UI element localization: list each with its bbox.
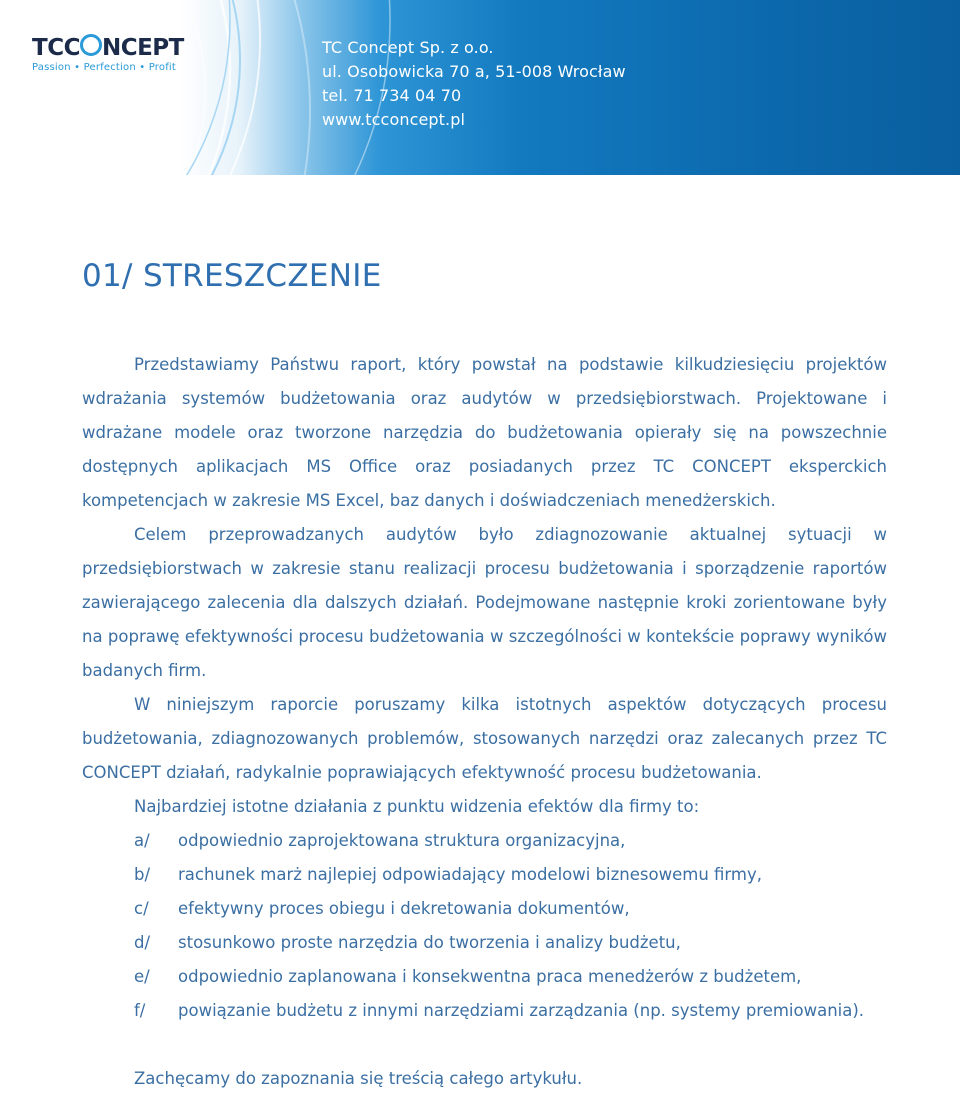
company-address: ul. Osobowicka 70 a, 51-008 Wrocław bbox=[322, 62, 626, 81]
summary-paragraph-3: W niniejszym raporcie poruszamy kilka istotnych aspektów dotyczących procesu budżetowania, zdiagnozowanych problemów, stosowanych narzędzi oraz zalecanych przez TC CONCEPT działań, radykalnie poprawiających efektywność procesu budżetowania. bbox=[82, 695, 887, 782]
list-item bbox=[82, 858, 887, 892]
list-marker: d/ bbox=[134, 933, 151, 952]
list-item-text: odpowiednio zaprojektowana struktura organizacyjna, bbox=[178, 831, 626, 850]
list-item-text: powiązanie budżetu z innymi narzędziami zarządzania (np. systemy premiowania). bbox=[178, 1001, 865, 1020]
section-title: 01/ STRESZCZENIE bbox=[82, 258, 382, 294]
logo-tagline: Passion • Perfection • Profit bbox=[32, 62, 177, 73]
page-header bbox=[0, 0, 960, 175]
list-item-text: efektywny proces obiegu i dekretowania dokumentów, bbox=[178, 899, 630, 918]
key-actions-list bbox=[82, 824, 887, 1028]
list-marker: b/ bbox=[134, 865, 151, 884]
list-item bbox=[82, 892, 887, 926]
list-item bbox=[82, 994, 887, 1028]
list-item-text: rachunek marż najlepiej odpowiadający modelowi biznesowemu firmy, bbox=[178, 865, 762, 884]
list-item-text: stosunkowo proste narzędzia do tworzenia i analizy budżetu, bbox=[178, 933, 681, 952]
summary-body bbox=[82, 348, 887, 1096]
logo-wordmark: TCC NCEPT bbox=[32, 35, 184, 61]
company-website[interactable]: www.tcconcept.pl bbox=[322, 110, 466, 129]
list-item-text: odpowiednio zaplanowana i konsekwentna praca menedżerów z budżetem, bbox=[178, 967, 802, 986]
company-phone: tel. 71 734 04 70 bbox=[322, 86, 462, 105]
logo-ring-icon bbox=[80, 34, 102, 56]
closing-sentence: Zachęcamy do zapoznania się treścią całego artykułu. bbox=[134, 1069, 583, 1088]
list-marker: e/ bbox=[134, 967, 150, 986]
list-item bbox=[82, 960, 887, 994]
list-marker: c/ bbox=[134, 899, 149, 918]
list-marker: f/ bbox=[134, 1001, 146, 1020]
company-logo bbox=[32, 34, 182, 73]
list-item bbox=[82, 926, 887, 960]
list-item bbox=[82, 824, 887, 858]
summary-paragraph-2: Celem przeprowadzanych audytów było zdiagnozowanie aktualnej sytuacji w przedsiębiorstwach w zakresie stanu realizacji procesu budżetowania i sporządzenie raportów zawierającego zalecenia dla dalszych działań. Podejmowane następnie kroki zorientowane były na poprawę efektywności procesu budżetowania w szczególności w kontekście poprawy wyników badanych firm. bbox=[82, 525, 887, 680]
contact-block bbox=[322, 36, 626, 132]
list-marker: a/ bbox=[134, 831, 150, 850]
summary-paragraph-1: Przedstawiamy Państwu raport, który powstał na podstawie kilkudziesięciu projektów wdrażania systemów budżetowania oraz audytów w przedsiębiorstwach. Projektowane i wdrażane modele oraz tworzone narzędzia do budżetowania opierały się na powszechnie dostępnych aplikacjach MS Office oraz posiadanych przez TC CONCEPT eksperckich kompetencjach w zakresie MS Excel, baz danych i doświadczeniach menedżerskich. bbox=[82, 355, 887, 510]
list-intro: Najbardziej istotne działania z punktu widzenia efektów dla firmy to: bbox=[134, 797, 700, 816]
company-name: TC Concept Sp. z o.o. bbox=[322, 38, 494, 57]
